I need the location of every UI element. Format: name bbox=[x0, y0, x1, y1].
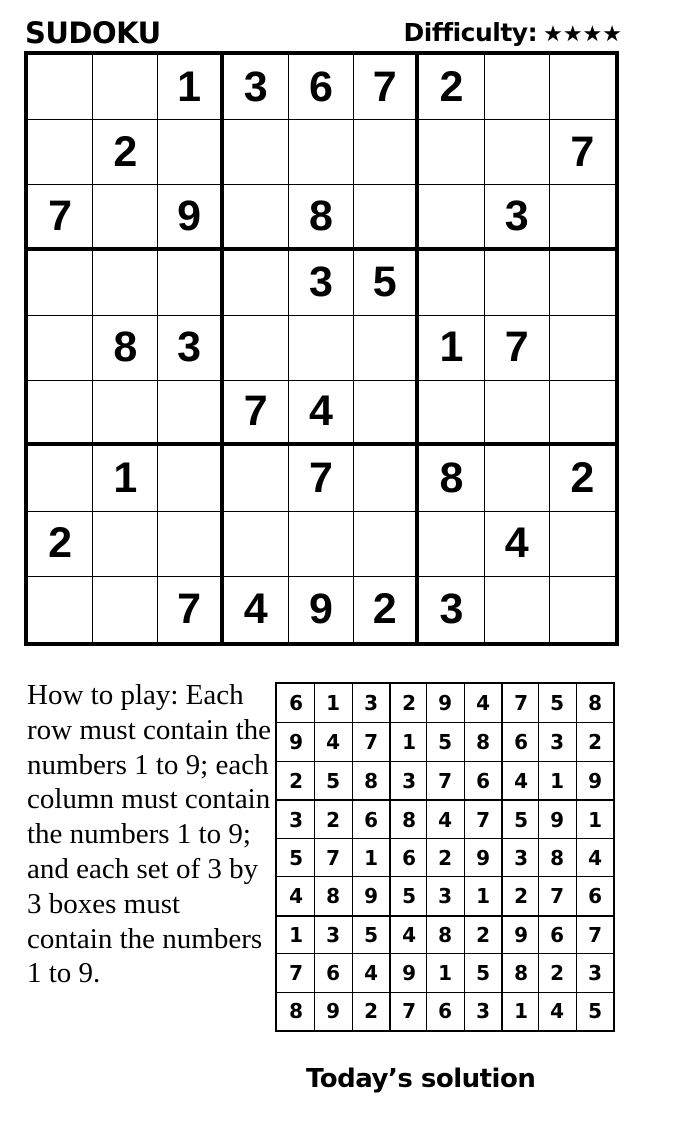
solution-digit: 4 bbox=[438, 807, 453, 832]
solution-digit: 3 bbox=[326, 922, 341, 947]
given-cell[interactable]: 6 bbox=[289, 55, 354, 120]
solution-digit: 8 bbox=[587, 691, 602, 716]
solution-digit: 4 bbox=[288, 883, 303, 908]
solution-digit: 8 bbox=[401, 807, 416, 832]
empty-cell[interactable] bbox=[550, 577, 615, 642]
empty-cell[interactable] bbox=[550, 381, 615, 446]
empty-cell[interactable] bbox=[93, 55, 158, 120]
solution-cell bbox=[426, 722, 463, 760]
solution-cell bbox=[576, 722, 613, 760]
solution-digit: 3 bbox=[288, 807, 303, 832]
solution-cell bbox=[538, 953, 575, 991]
empty-cell[interactable] bbox=[224, 446, 289, 511]
solution-cell bbox=[576, 953, 613, 991]
solution-digit: 3 bbox=[438, 883, 453, 908]
solution-digit: 2 bbox=[363, 999, 378, 1024]
solution-cell bbox=[576, 799, 613, 837]
solution-grid bbox=[275, 682, 615, 1032]
empty-cell[interactable] bbox=[550, 512, 615, 577]
given-cell[interactable]: 2 bbox=[550, 446, 615, 511]
solution-cell bbox=[277, 722, 314, 760]
solution-digit: 3 bbox=[475, 999, 490, 1024]
solution-digit: 9 bbox=[438, 691, 453, 716]
solution-digit: 5 bbox=[475, 960, 490, 985]
solution-cell bbox=[501, 761, 538, 799]
solution-digit: 6 bbox=[475, 768, 490, 793]
given-cell[interactable]: 7 bbox=[485, 316, 550, 381]
solution-digit: 6 bbox=[401, 845, 416, 870]
solution-cell bbox=[314, 799, 351, 837]
given-cell[interactable]: 9 bbox=[158, 185, 223, 250]
solution-cell bbox=[389, 876, 426, 914]
solution-cell bbox=[277, 915, 314, 953]
solution-digit: 7 bbox=[401, 999, 416, 1024]
solution-digit: 8 bbox=[326, 883, 341, 908]
solution-cell bbox=[352, 684, 389, 722]
given-cell[interactable]: 1 bbox=[158, 55, 223, 120]
solution-digit: 1 bbox=[363, 845, 378, 870]
solution-digit: 2 bbox=[326, 807, 341, 832]
solution-digit: 1 bbox=[326, 691, 341, 716]
solution-digit: 3 bbox=[587, 960, 602, 985]
solution-digit: 2 bbox=[438, 845, 453, 870]
solution-cell bbox=[426, 799, 463, 837]
solution-cell bbox=[538, 799, 575, 837]
solution-digit: 7 bbox=[363, 730, 378, 755]
solution-digit: 1 bbox=[587, 807, 602, 832]
empty-cell[interactable] bbox=[28, 577, 93, 642]
empty-cell[interactable] bbox=[93, 512, 158, 577]
solution-digit: 1 bbox=[550, 768, 565, 793]
solution-digit: 1 bbox=[288, 922, 303, 947]
solution-cell bbox=[314, 838, 351, 876]
solution-digit: 7 bbox=[587, 922, 602, 947]
given-cell[interactable]: 9 bbox=[289, 577, 354, 642]
solution-cell bbox=[464, 799, 501, 837]
solution-digit: 3 bbox=[513, 845, 528, 870]
solution-cell bbox=[501, 915, 538, 953]
solution-cell bbox=[576, 915, 613, 953]
solution-cell bbox=[538, 761, 575, 799]
solution-cell bbox=[576, 992, 613, 1030]
given-cell[interactable]: 3 bbox=[224, 55, 289, 120]
solution-cell bbox=[314, 953, 351, 991]
empty-cell[interactable] bbox=[354, 316, 419, 381]
solution-cell bbox=[314, 722, 351, 760]
empty-cell[interactable] bbox=[485, 381, 550, 446]
empty-cell[interactable] bbox=[550, 55, 615, 120]
solution-digit: 9 bbox=[513, 922, 528, 947]
empty-cell[interactable] bbox=[354, 381, 419, 446]
solution-cell bbox=[538, 915, 575, 953]
solution-cell bbox=[352, 953, 389, 991]
solution-digit: 5 bbox=[587, 999, 602, 1024]
solution-cell bbox=[501, 722, 538, 760]
solution-cell bbox=[389, 838, 426, 876]
solution-digit: 6 bbox=[587, 883, 602, 908]
empty-cell[interactable] bbox=[485, 577, 550, 642]
solution-cell bbox=[389, 953, 426, 991]
difficulty-label: Difficulty: bbox=[403, 18, 538, 47]
solution-cell bbox=[352, 799, 389, 837]
solution-cell bbox=[501, 992, 538, 1030]
given-cell[interactable]: 2 bbox=[28, 512, 93, 577]
solution-cell bbox=[576, 838, 613, 876]
solution-digit: 9 bbox=[363, 883, 378, 908]
solution-cell bbox=[538, 876, 575, 914]
given-cell[interactable]: 8 bbox=[93, 316, 158, 381]
solution-cell bbox=[277, 876, 314, 914]
solution-digit: 1 bbox=[513, 999, 528, 1024]
solution-cell bbox=[314, 684, 351, 722]
empty-cell[interactable] bbox=[158, 512, 223, 577]
solution-cell bbox=[538, 838, 575, 876]
solution-cell bbox=[464, 761, 501, 799]
empty-cell[interactable] bbox=[485, 55, 550, 120]
solution-digit: 7 bbox=[288, 960, 303, 985]
empty-cell[interactable] bbox=[354, 120, 419, 185]
solution-cell bbox=[389, 684, 426, 722]
given-cell[interactable]: 7 bbox=[354, 55, 419, 120]
empty-cell[interactable] bbox=[419, 512, 484, 577]
solution-cell bbox=[464, 684, 501, 722]
page-title: SUDOKU bbox=[25, 16, 161, 50]
empty-cell[interactable] bbox=[550, 316, 615, 381]
solution-digit: 5 bbox=[288, 845, 303, 870]
solution-digit: 7 bbox=[475, 807, 490, 832]
solution-cell bbox=[426, 915, 463, 953]
solution-cell bbox=[389, 722, 426, 760]
solution-cell bbox=[501, 684, 538, 722]
empty-cell[interactable] bbox=[289, 316, 354, 381]
solution-digit: 8 bbox=[438, 922, 453, 947]
solution-cell bbox=[389, 992, 426, 1030]
solution-cell bbox=[277, 684, 314, 722]
solution-digit: 9 bbox=[326, 999, 341, 1024]
solution-digit: 4 bbox=[587, 845, 602, 870]
empty-cell[interactable] bbox=[550, 185, 615, 250]
solution-cell bbox=[352, 992, 389, 1030]
solution-cell bbox=[277, 953, 314, 991]
solution-cell bbox=[576, 761, 613, 799]
empty-cell[interactable] bbox=[354, 185, 419, 250]
solution-cell bbox=[576, 876, 613, 914]
solution-digit: 6 bbox=[438, 999, 453, 1024]
solution-cell bbox=[277, 799, 314, 837]
solution-cell bbox=[464, 838, 501, 876]
empty-cell[interactable] bbox=[28, 251, 93, 316]
solution-digit: 7 bbox=[513, 691, 528, 716]
solution-digit: 2 bbox=[513, 883, 528, 908]
empty-cell[interactable] bbox=[158, 446, 223, 511]
solution-digit: 1 bbox=[438, 960, 453, 985]
solution-digit: 3 bbox=[363, 691, 378, 716]
solution-digit: 1 bbox=[401, 730, 416, 755]
solution-digit: 9 bbox=[288, 730, 303, 755]
solution-digit: 6 bbox=[326, 960, 341, 985]
solution-cell bbox=[426, 761, 463, 799]
solution-cell bbox=[464, 876, 501, 914]
solution-digit: 6 bbox=[513, 730, 528, 755]
given-cell[interactable]: 3 bbox=[419, 577, 484, 642]
empty-cell[interactable] bbox=[224, 120, 289, 185]
solution-digit: 2 bbox=[401, 691, 416, 716]
solution-digit: 5 bbox=[550, 691, 565, 716]
empty-cell[interactable] bbox=[28, 446, 93, 511]
given-cell[interactable]: 4 bbox=[224, 577, 289, 642]
given-cell[interactable]: 3 bbox=[158, 316, 223, 381]
solution-digit: 9 bbox=[475, 845, 490, 870]
solution-digit: 4 bbox=[513, 768, 528, 793]
solution-digit: 6 bbox=[550, 922, 565, 947]
solution-cell bbox=[464, 953, 501, 991]
solution-cell bbox=[352, 761, 389, 799]
solution-cell bbox=[501, 953, 538, 991]
solution-digit: 2 bbox=[475, 922, 490, 947]
empty-cell[interactable] bbox=[224, 316, 289, 381]
solution-cell bbox=[426, 684, 463, 722]
solution-digit: 7 bbox=[550, 883, 565, 908]
solution-cell bbox=[389, 761, 426, 799]
empty-cell[interactable] bbox=[419, 185, 484, 250]
solution-digit: 8 bbox=[288, 999, 303, 1024]
empty-cell[interactable] bbox=[28, 120, 93, 185]
solution-cell bbox=[389, 915, 426, 953]
solution-cell bbox=[426, 838, 463, 876]
empty-cell[interactable] bbox=[224, 512, 289, 577]
solution-cell bbox=[352, 838, 389, 876]
solution-cell bbox=[538, 684, 575, 722]
solution-cell bbox=[501, 876, 538, 914]
solution-cell bbox=[352, 876, 389, 914]
difficulty-rating bbox=[404, 18, 622, 47]
empty-cell[interactable] bbox=[93, 251, 158, 316]
empty-cell[interactable] bbox=[485, 120, 550, 185]
given-cell[interactable]: 7 bbox=[224, 381, 289, 446]
solution-digit: 4 bbox=[401, 922, 416, 947]
given-cell[interactable]: 7 bbox=[158, 577, 223, 642]
how-to-play-instructions: How to play: Each row must contain the numbers 1 to 9; each column must contain the numbers 1 to 9; and each set of 3 by 3 boxes must contain the numbers 1 to 9. bbox=[27, 679, 272, 990]
solution-digit: 9 bbox=[550, 807, 565, 832]
solution-digit: 6 bbox=[288, 691, 303, 716]
empty-cell[interactable] bbox=[224, 185, 289, 250]
solution-digit: 4 bbox=[550, 999, 565, 1024]
difficulty-stars-icon: ★★★★ bbox=[543, 22, 622, 47]
solution-cell bbox=[314, 876, 351, 914]
given-cell[interactable]: 2 bbox=[93, 120, 158, 185]
empty-cell[interactable] bbox=[158, 381, 223, 446]
solution-cell bbox=[538, 722, 575, 760]
given-cell[interactable]: 2 bbox=[354, 577, 419, 642]
empty-cell[interactable] bbox=[28, 381, 93, 446]
empty-cell[interactable] bbox=[550, 251, 615, 316]
solution-digit: 3 bbox=[401, 768, 416, 793]
given-cell[interactable]: 7 bbox=[550, 120, 615, 185]
given-cell[interactable]: 8 bbox=[419, 446, 484, 511]
empty-cell[interactable] bbox=[93, 185, 158, 250]
given-cell[interactable]: 8 bbox=[289, 185, 354, 250]
empty-cell[interactable] bbox=[419, 120, 484, 185]
empty-cell[interactable] bbox=[289, 120, 354, 185]
solution-cell bbox=[389, 799, 426, 837]
solution-cell bbox=[538, 992, 575, 1030]
solution-digit: 5 bbox=[401, 883, 416, 908]
given-cell[interactable]: 3 bbox=[485, 185, 550, 250]
solution-digit: 5 bbox=[326, 768, 341, 793]
solution-cell bbox=[352, 722, 389, 760]
solution-digit: 4 bbox=[363, 960, 378, 985]
empty-cell[interactable] bbox=[158, 251, 223, 316]
empty-cell[interactable] bbox=[485, 446, 550, 511]
empty-cell[interactable] bbox=[354, 512, 419, 577]
solution-digit: 2 bbox=[550, 960, 565, 985]
solution-digit: 4 bbox=[326, 730, 341, 755]
solution-digit: 9 bbox=[587, 768, 602, 793]
given-cell[interactable]: 4 bbox=[289, 381, 354, 446]
solution-cell bbox=[576, 684, 613, 722]
given-cell[interactable]: 1 bbox=[419, 316, 484, 381]
solution-digit: 5 bbox=[363, 922, 378, 947]
solution-cell bbox=[501, 799, 538, 837]
empty-cell[interactable] bbox=[485, 251, 550, 316]
solution-digit: 8 bbox=[513, 960, 528, 985]
solution-cell bbox=[277, 761, 314, 799]
solution-cell bbox=[314, 915, 351, 953]
empty-cell[interactable] bbox=[419, 251, 484, 316]
solution-digit: 2 bbox=[288, 768, 303, 793]
solution-cell bbox=[464, 992, 501, 1030]
solution-cell bbox=[314, 761, 351, 799]
solution-digit: 5 bbox=[438, 730, 453, 755]
solution-digit: 8 bbox=[363, 768, 378, 793]
empty-cell[interactable] bbox=[354, 446, 419, 511]
solution-digit: 3 bbox=[550, 730, 565, 755]
solution-digit: 7 bbox=[326, 845, 341, 870]
empty-cell[interactable] bbox=[289, 512, 354, 577]
given-cell[interactable]: 4 bbox=[485, 512, 550, 577]
empty-cell[interactable] bbox=[28, 316, 93, 381]
solution-cell bbox=[277, 838, 314, 876]
given-cell[interactable]: 7 bbox=[28, 185, 93, 250]
solution-cell bbox=[426, 953, 463, 991]
solution-digit: 1 bbox=[475, 883, 490, 908]
solution-cell bbox=[352, 915, 389, 953]
given-cell[interactable]: 2 bbox=[419, 55, 484, 120]
sudoku-puzzle-grid bbox=[24, 51, 619, 646]
solution-cell bbox=[426, 992, 463, 1030]
solution-digit: 4 bbox=[475, 691, 490, 716]
solution-cell bbox=[464, 915, 501, 953]
solution-digit: 8 bbox=[475, 730, 490, 755]
solution-label: Today’s solution bbox=[306, 1064, 536, 1094]
solution-digit: 5 bbox=[513, 807, 528, 832]
empty-cell[interactable] bbox=[224, 251, 289, 316]
empty-cell[interactable] bbox=[93, 577, 158, 642]
given-cell[interactable]: 7 bbox=[289, 446, 354, 511]
solution-cell bbox=[464, 722, 501, 760]
solution-cell bbox=[277, 992, 314, 1030]
given-cell[interactable]: 3 bbox=[289, 251, 354, 316]
solution-digit: 6 bbox=[363, 807, 378, 832]
solution-digit: 7 bbox=[438, 768, 453, 793]
solution-digit: 2 bbox=[587, 730, 602, 755]
solution-cell bbox=[501, 838, 538, 876]
solution-digit: 9 bbox=[401, 960, 416, 985]
empty-cell[interactable] bbox=[158, 120, 223, 185]
empty-cell[interactable] bbox=[93, 381, 158, 446]
empty-cell[interactable] bbox=[419, 381, 484, 446]
solution-cell bbox=[426, 876, 463, 914]
solution-digit: 8 bbox=[550, 845, 565, 870]
empty-cell[interactable] bbox=[28, 55, 93, 120]
given-cell[interactable]: 5 bbox=[354, 251, 419, 316]
given-cell[interactable]: 1 bbox=[93, 446, 158, 511]
solution-cell bbox=[314, 992, 351, 1030]
